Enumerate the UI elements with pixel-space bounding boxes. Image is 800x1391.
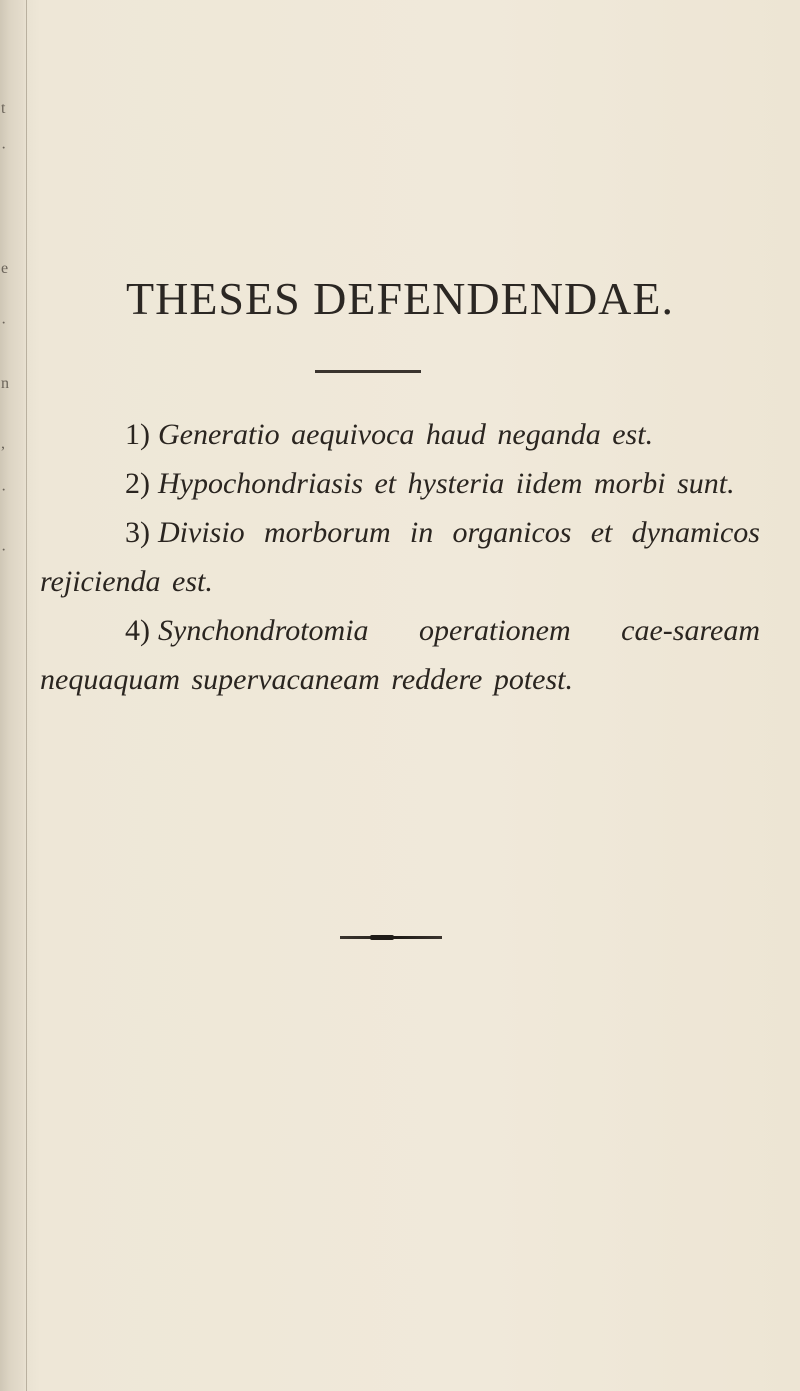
thesis-text: Hypochondriasis et hysteria iidem morbi sunt.	[158, 467, 735, 500]
thesis-text: Generatio aequivoca haud neganda est.	[158, 418, 654, 451]
closing-ornament-rule	[340, 936, 442, 939]
thesis-number: 3)	[125, 516, 150, 549]
thesis-number: 4)	[125, 614, 150, 647]
title-divider	[315, 370, 421, 373]
facing-page-fragments: t · e · n , · ·	[1, 100, 9, 559]
thesis-text: Synchondrotomia operationem cae-saream nequaquam supervacaneam reddere potest.	[40, 614, 760, 696]
thesis-item	[40, 410, 760, 459]
thesis-item	[40, 508, 760, 606]
thesis-item	[40, 606, 760, 704]
page-title: THESES DEFENDENDAE.	[126, 273, 674, 324]
theses-list	[40, 410, 760, 704]
page-binding-edge	[0, 0, 27, 1391]
thesis-text: Divisio morborum in organicos et dynamicos rejicienda est.	[40, 516, 760, 598]
thesis-item	[40, 459, 760, 508]
thesis-number: 2)	[125, 467, 150, 500]
thesis-number: 1)	[125, 418, 150, 451]
